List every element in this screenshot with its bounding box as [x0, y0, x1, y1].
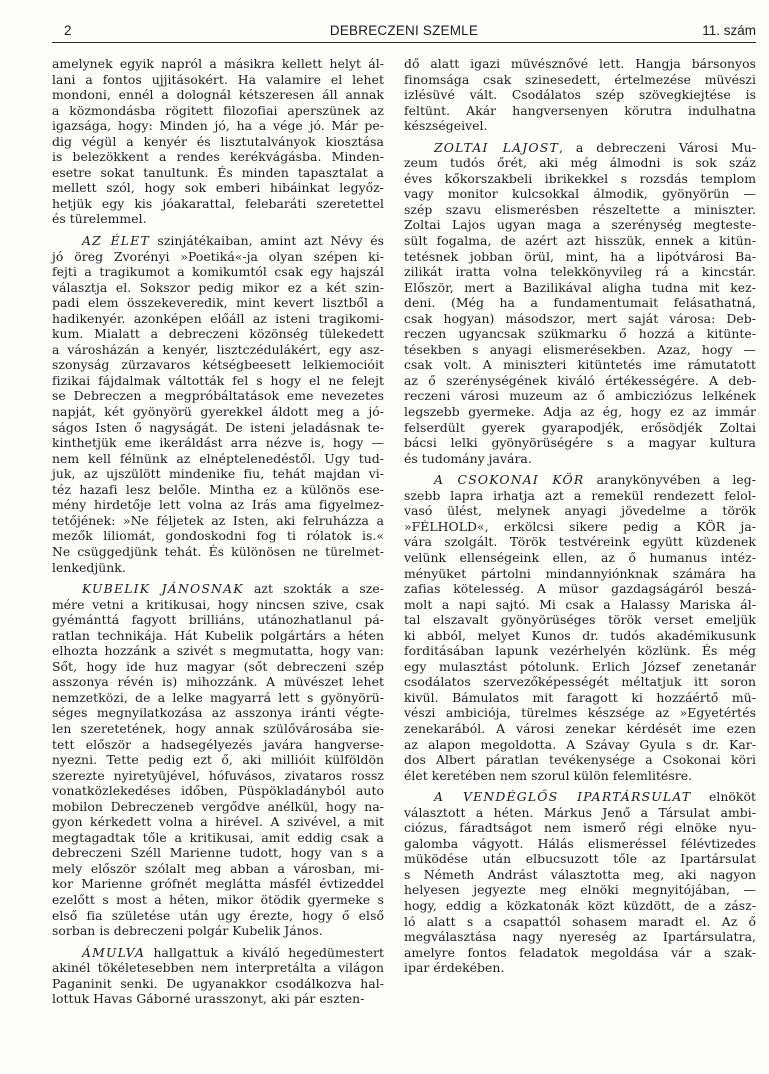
text-line: galomba vágyott. Hálás elismeréssel félévtizedes: [404, 835, 756, 851]
text-line: élet keretében nem szorul külön felemlitésre.: [404, 767, 693, 783]
text-line: reczeni városi muzeum az ő ambicziózus lelkének: [404, 388, 756, 404]
text-line: se Debreczen a megpróbáltatások eme nevezetes: [52, 388, 384, 404]
text-line: mellett szól, hogy sok emberi hibáinkat legyőz-: [52, 180, 384, 196]
text-line: mely először szólalt meg abban a városban, mi-: [52, 860, 384, 876]
text-line: csodálatos szervezőképességét méltatjuk itt soron: [404, 674, 756, 690]
text-line: a közmondásba rögitett filozofiai aperszünek az: [52, 102, 384, 118]
text-line: [404, 789, 756, 805]
text-line: zafias kötelesség. A müsor gazdagságáról beszá-: [404, 581, 756, 597]
article-paragraph: [52, 233, 384, 575]
section-keyword: KUBELIK JÁNOSNAK: [82, 581, 244, 597]
text-line: csak volt. A miniszteri kitüntetés ime rámutatott: [404, 357, 756, 373]
text-line: megválasztása nagy nyereség az Ipartársulatra,: [404, 929, 756, 945]
text-line: zenekarából. A városi zenekar kérdését ime ezen: [404, 720, 756, 736]
text-line: vára szolgált. Török testvéreink együtt küzdenek: [404, 534, 756, 550]
text-line: az ő szerénységének kiváló értékességére. A deb-: [404, 372, 756, 388]
text-span: szinjátékaiban, amint azt Névy és: [149, 233, 384, 249]
article-paragraph: [404, 140, 756, 466]
text-line: fizikai fájdalmak váltották fel s hogy el ne felejt: [52, 372, 384, 388]
text-line: [52, 581, 384, 597]
section-keyword: ÁMULVA: [82, 944, 146, 960]
text-line: debreczeni Széll Marienne tudott, hogy van s a: [52, 845, 384, 861]
text-line: len szeretetének, hogy annak szülővárosába sie-: [52, 720, 384, 736]
text-line: választott a héten. Márkus Jenő a Társulat ambi-: [404, 804, 756, 820]
text-line: padi elem összekeveredik, mint kevert lisztből a: [52, 295, 384, 311]
text-span: elnököt: [691, 789, 757, 805]
text-line: nemzetközi, de a lelke magyarrá lett s gyönyörü-: [52, 689, 384, 705]
text-line: ló alatt s a csapattól sohasem maradt el. Az ő: [404, 913, 756, 929]
text-line: jó öreg Zvorényi »Poetiká«-ja olyan szépen ki-: [52, 248, 384, 264]
text-line: [404, 472, 756, 488]
text-line: tetésnek jobban örül, mint, ha a lipótvárosi Ba-: [404, 248, 756, 264]
text-line: kinthetjük eme ikeráldást arra nézve is, hogy —: [52, 435, 384, 451]
text-line: mondoni, ennél a dolognál kétszeresen áll annak: [52, 87, 384, 103]
text-line: helyesen jegyezte meg elnöki megnyitójában, —: [404, 882, 756, 898]
text-line: Zoltai Lajos ugyan maga a szerénység megteste-: [404, 217, 756, 233]
text-line: csak hogyan) másodszor, mert saját városa: Deb-: [404, 310, 756, 326]
text-line: [404, 140, 756, 156]
text-line: ságos Isten ő nagyságát. De isteni jeladásnak te-: [52, 419, 384, 435]
text-line: napját, két gyönyörü gyerekkel áldott meg a jó-: [52, 404, 384, 420]
text-line: nem kell félnünk az elnéptelenedéstől. Ugy tud-: [52, 450, 384, 466]
left-column: [52, 56, 384, 1011]
text-line: kor Marienne grófnét meglátta másfél évtizeddel: [52, 876, 384, 892]
text-line: mobilon Debreczeneb vergődve anélkül, hogy na-: [52, 798, 384, 814]
article-paragraph: [52, 56, 384, 227]
text-line: [52, 233, 384, 249]
header-rule: [52, 42, 756, 43]
article-paragraph: [404, 472, 756, 783]
text-line: ki abból, melyet Kunos dr. tudós akadémikusunk: [404, 627, 756, 643]
text-line: hogy, eddig a közkatonák közt küzdött, de a zász-: [404, 897, 756, 913]
text-line: mény hirdetője lett volna az Irás ama figyelmez-: [52, 497, 384, 513]
article-paragraph: [52, 581, 384, 939]
section-keyword: A CSOKONAI KÖR: [434, 472, 585, 488]
text-line: Sőt, hogy ide huz magyar (sőt debreczeni szép: [52, 658, 384, 674]
text-line: megtagadtak tőle a kritikusai, amit eddig csak a: [52, 829, 384, 845]
text-line: kum. Mialatt a debreczeni közönség tülekedett: [52, 326, 384, 342]
text-line: ciózus, fáradtságot nem ismerő régi elnöke nyu-: [404, 820, 756, 836]
text-line: Először, mert a Bazilikával aligha tudna mit kez-: [404, 279, 756, 295]
text-line: éves kőkorszakbeli ibrikekkel s rozsdás templom: [404, 170, 756, 186]
article-paragraph: [404, 789, 756, 976]
issue-number: 11. szám: [702, 23, 756, 38]
section-keyword: A VENDÉGLŐS IPARTÁRSULAT: [434, 789, 692, 805]
publication-title: DEBRECZENI SZEMLE: [329, 23, 479, 38]
text-line: zeum tudós őrét, aki még álmodni is sok száz: [404, 155, 756, 171]
text-line: juk, az ujszülött mindenike fiu, tehát majdan vi-: [52, 466, 384, 482]
text-line: reczen ugyancsak szükmarku ő hozzá a kitünte-: [404, 326, 756, 342]
text-line: első fia születése után ugy érezte, hogy ő első: [52, 907, 384, 923]
text-line: velünk ellenségeink ellen, az ő humanus intéz-: [404, 549, 756, 565]
text-line: elhozta hozzánk a szivét s megmutatta, hogy van:: [52, 643, 384, 659]
text-line: ipar érdekében.: [404, 960, 505, 976]
text-line: lottuk Havas Gáborné urasszonyt, aki pár eszten-: [52, 991, 365, 1007]
text-line: legszebb gyermeke. Adja az ég, hogy ez az immár: [404, 404, 756, 420]
text-line: dig végül a kenyér és lisztutalványok kiosztása: [52, 133, 384, 149]
text-line: zilikát iratta volna telekkönyvileg rá a kincstár.: [404, 264, 756, 280]
text-line: kivül. Bámulatos mit faragott ki hozzáértő mü-: [404, 689, 756, 705]
article-paragraph: [52, 945, 384, 1007]
text-line: [52, 945, 384, 961]
text-line: fejti a tragikumot a komikumtól csak egy hajszál: [52, 264, 384, 280]
text-line: vasó ülést, melynek anyagi jövedelme a török: [404, 503, 756, 519]
text-line: vonatközlekedéses időben, Püspökladányból auto: [52, 783, 384, 799]
section-keyword: AZ ÉLET: [82, 233, 150, 249]
text-line: tésekben s anyagi elismerésekben. Azaz, hogy —: [404, 341, 756, 357]
text-span: hallgattuk a kiváló hegedümestert: [145, 944, 384, 960]
text-span: azt szokták a sze-: [243, 581, 384, 597]
text-line: gyon kérkedett volna a hirével. A szivével, a mit: [52, 814, 384, 830]
text-line: sült fogalma, de azért azt hisszük, ennek a kitün-: [404, 233, 756, 249]
text-line: deni. (Még ha a fundamentumait felásathatná,: [404, 295, 756, 311]
text-line: amelynek egyik napról a másikra kellett helyt ál-: [52, 56, 384, 71]
text-line: s Németh Andrást választotta meg, aki nagyon: [404, 866, 756, 882]
text-line: és tudomány javára.: [404, 450, 532, 466]
text-span: , a debreczeni Városi Mu-: [558, 139, 756, 155]
text-span: aranykönyvében a leg-: [584, 472, 756, 488]
page-header: [52, 23, 756, 39]
text-line: forditásában lapunk vezérhelyén közlünk. És még: [404, 643, 756, 659]
text-line: szerezte nyiretyüjével, hófuvásos, zivataros rossz: [52, 767, 384, 783]
text-line: dő alatt igazi müvésznővé lett. Hangja bársonyos: [404, 56, 756, 71]
text-line: Paganinit senki. De ugyanakkor csodálkozva hal-: [52, 975, 384, 991]
text-line: mére vetni a kritikusai, hogy nincsen szive, csak: [52, 596, 384, 612]
text-line: esetre sokat tanultunk. És minden tapasztalat a: [52, 164, 384, 180]
text-line: tal elszavalt gyönyörüséges török verset emeljük: [404, 612, 756, 628]
text-line: feltünt. Akár hangversenyen körutra indulhatna: [404, 102, 756, 118]
article-paragraph: [404, 56, 756, 134]
text-line: az alapon megoldotta. A Szávay Gyula s dr. Kar-: [404, 736, 756, 752]
section-keyword: ZOLTAI LAJOST: [434, 139, 559, 155]
text-line: téz hazafi lesz belőle. Mintha ez a különös ese-: [52, 481, 384, 497]
text-line: vészi ambiciója, türelmes készsége az »Egyetértés: [404, 705, 756, 721]
text-line: asszonya révén is) mihozzánk. A müvészet lehet: [52, 674, 384, 690]
text-line: igazsága, hogy: Minden jó, ha a vége jó. Már pe-: [52, 118, 384, 134]
text-line: »FÉLHOLD«, erkölcsi sikere pedig a KÖR ja-: [404, 518, 756, 534]
text-line: sorban is debreczeni polgár Kubelik János.: [52, 923, 323, 939]
text-line: hetjük egy kis jóakarattal, felebaráti szeretettel: [52, 195, 384, 211]
text-line: is belezökkent a rendes kerékvágásba. Minden-: [52, 149, 384, 165]
text-line: amelyre fontos feladatok megoldása vár a szak-: [404, 944, 756, 960]
right-column: [404, 56, 756, 980]
text-line: müködése után elbucsuzott tőle az Ipartársulat: [404, 851, 756, 867]
text-line: szonyság zürzavaros kétségbeesett lelkiemocióit: [52, 357, 384, 373]
text-line: választja el. Sokszor pedig mikor ez a két szin-: [52, 279, 384, 295]
text-line: ratlan technikája. Hát Kubelik polgártárs a héten: [52, 627, 384, 643]
text-line: hadikenyér. azonképen előáll az isteni tragikomi-: [52, 310, 384, 326]
text-line: lenkedjünk.: [52, 559, 126, 575]
text-line: ményüket pártolni mindannyiónknak számára ha: [404, 565, 756, 581]
text-line: akinél tökéletesebben nem interpretálta a világon: [52, 960, 384, 976]
text-line: vagy monitor kulcsokkal álmodik, gyönyörün —: [404, 186, 756, 202]
text-line: Ne csüggedjünk tehát. És különösen ne türelmet-: [52, 543, 384, 559]
text-line: dos Albert páratlan tevékenysége a Csokonai köri: [404, 752, 756, 768]
text-line: finomsága csak szinesedett, értelmezése müvészi: [404, 71, 756, 87]
text-line: molt a napi sajtó. Mi csak a Halassy Mariska ál-: [404, 596, 756, 612]
text-line: tetőjének: »Ne féljetek az Isten, aki felruházza a: [52, 512, 384, 528]
text-line: a városházán a kenyér, lisztczédulákért, egy asz-: [52, 341, 384, 357]
text-line: egy mulasztást pótolunk. Erlich József zenetanár: [404, 658, 756, 674]
text-line: gyémánttá fagyott brilliáns, utánozhatlanul pá-: [52, 612, 384, 628]
text-line: séges megnyilatkozása az asszonya iránti végte-: [52, 705, 384, 721]
text-line: és türelemmel.: [52, 211, 147, 227]
text-line: tett először a hadsegélyezés javára hangverse-: [52, 736, 384, 752]
text-line: izlésüvé vált. Csodálatos szép szövegkiejtése is: [404, 87, 756, 103]
text-line: felserdült gyerek gyarapodjék, erősödjék Zoltai: [404, 419, 756, 435]
text-line: ezelőtt s most a héten, mikor ötödik gyermeke s: [52, 891, 384, 907]
text-line: mezők liliomát, gondoskodni fog ti rólatok is.«: [52, 528, 384, 544]
text-line: készségeivel.: [404, 118, 488, 134]
text-line: nyezni. Tette pedig ezt ő, aki millióit külföldön: [52, 752, 384, 768]
text-line: bácsi lelki gyönyörüségére s a magyar kultura: [404, 435, 756, 451]
text-line: lani a fontos ujjitásokért. Ha valamire el lehet: [52, 71, 384, 87]
text-line: szebb lapra irhatja azt a remekül rendezett felol-: [404, 487, 756, 503]
text-line: szép szavu elismerésben részeltette a miniszter.: [404, 201, 756, 217]
page-number: 2: [64, 23, 72, 38]
